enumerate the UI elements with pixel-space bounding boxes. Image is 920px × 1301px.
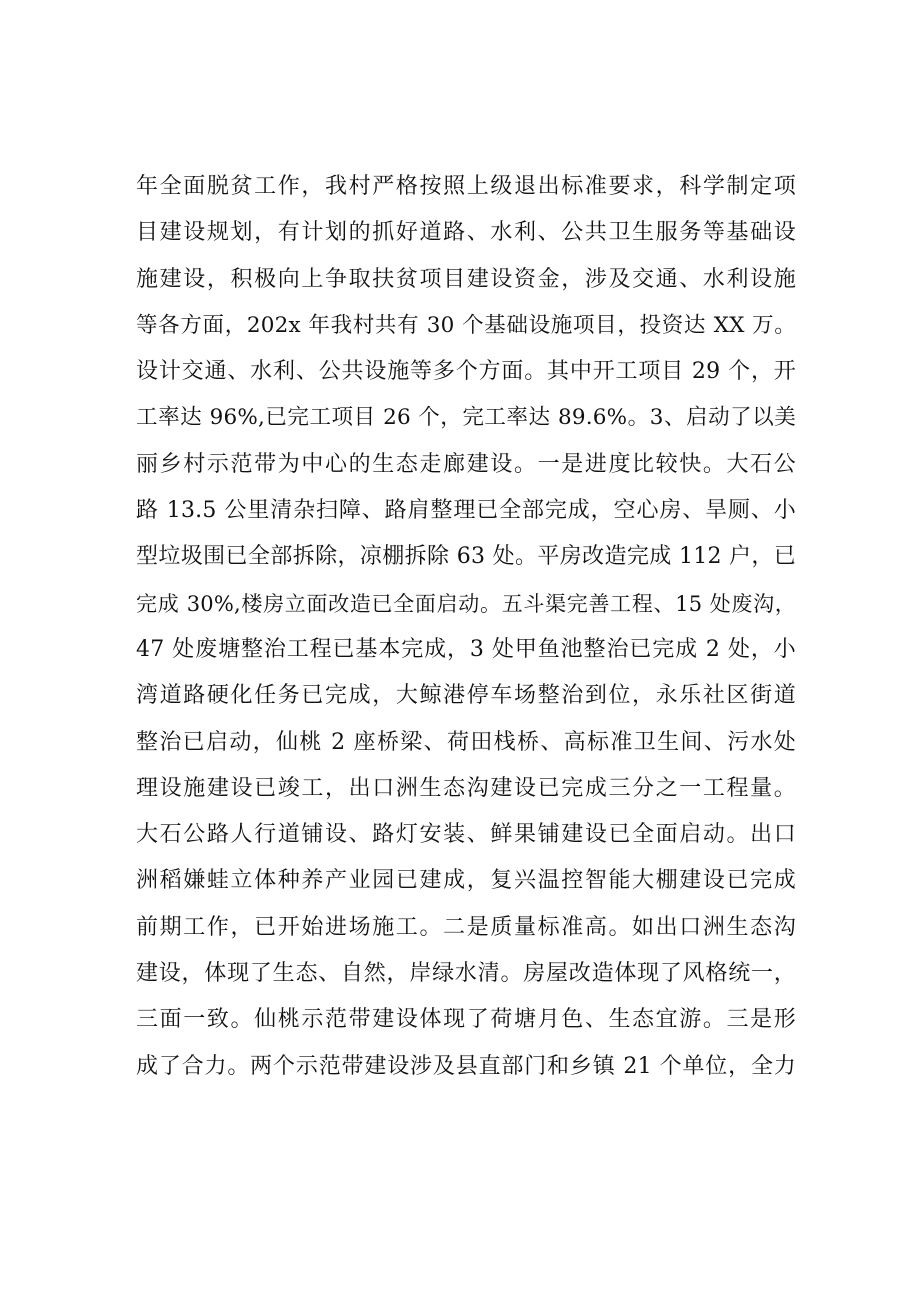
text-line-5: 设计交通、水利、公共设施等多个方面。其中开工项目 29 个，开 [136,359,796,385]
text-line-1: 年全面脱贫工作，我村严格按照上级退出标准要求，科学制定项 [136,174,796,199]
text-line-7: 丽乡村示范带为中心的生态走廊建设。一是进度比较快。大石公 [136,451,796,477]
text-line-17: 前期工作，已开始进场施工。二是质量标准高。如出口洲生态沟 [136,914,796,940]
text-line-15: 大石公路人行道铺设、路灯安装、鲜果铺建设已全面启动。出口 [136,822,796,848]
text-line-16: 洲稻嫌蛙立体种养产业园已建成，复兴温控智能大棚建设已完成 [136,868,796,894]
text-line-4: 等各方面，202x 年我村共有 30 个基础设施项目，投资达 XX 万。 [136,312,796,338]
text-line-18: 建设，体现了生态、自然，岸绿水清。房屋改造体现了风格统一， [136,961,796,987]
text-line-12: 湾道路硬化任务已完成，大鲸港停车场整治到位，永乐社区街道 [136,683,796,709]
text-line-19: 三面一致。仙桃示范带建设体现了荷塘月色、生态宜游。三是形 [136,1007,796,1033]
text-line-14: 理设施建设已竣工，出口洲生态沟建设已完成三分之一工程量。 [136,775,796,801]
text-line-13: 整治已启动，仙桃 2 座桥梁、荷田栈桥、高标准卫生间、污水处 [136,729,796,755]
text-line-10: 完成 30%,楼房立面改造已全面启动。五斗渠完善工程、15 处废沟， [136,591,796,616]
body-paragraph [136,164,796,1090]
text-line-11: 47 处废塘整治工程已基本完成，3 处甲鱼池整治已完成 2 处，小 [136,636,796,662]
text-line-3: 施建设，积极向上争取扶贫项目建设资金，涉及交通、水利设施 [136,266,796,292]
text-line-2: 目建设规划，有计划的抓好道路、水利、公共卫生服务等基础设 [136,220,796,246]
text-line-8: 路 13.5 公里清杂扫障、路肩整理已全部完成，空心房、旱厕、小 [136,498,796,524]
text-line-6: 工率达 96%,已完工项目 26 个，完工率达 89.6%。3、启动了以美 [136,405,796,431]
text-line-20: 成了合力。两个示范带建设涉及县直部门和乡镇 21 个单位，全力 [136,1053,796,1079]
text-line-9: 型垃圾围已全部拆除，凉棚拆除 63 处。平房改造完成 112 户，已 [136,544,796,570]
